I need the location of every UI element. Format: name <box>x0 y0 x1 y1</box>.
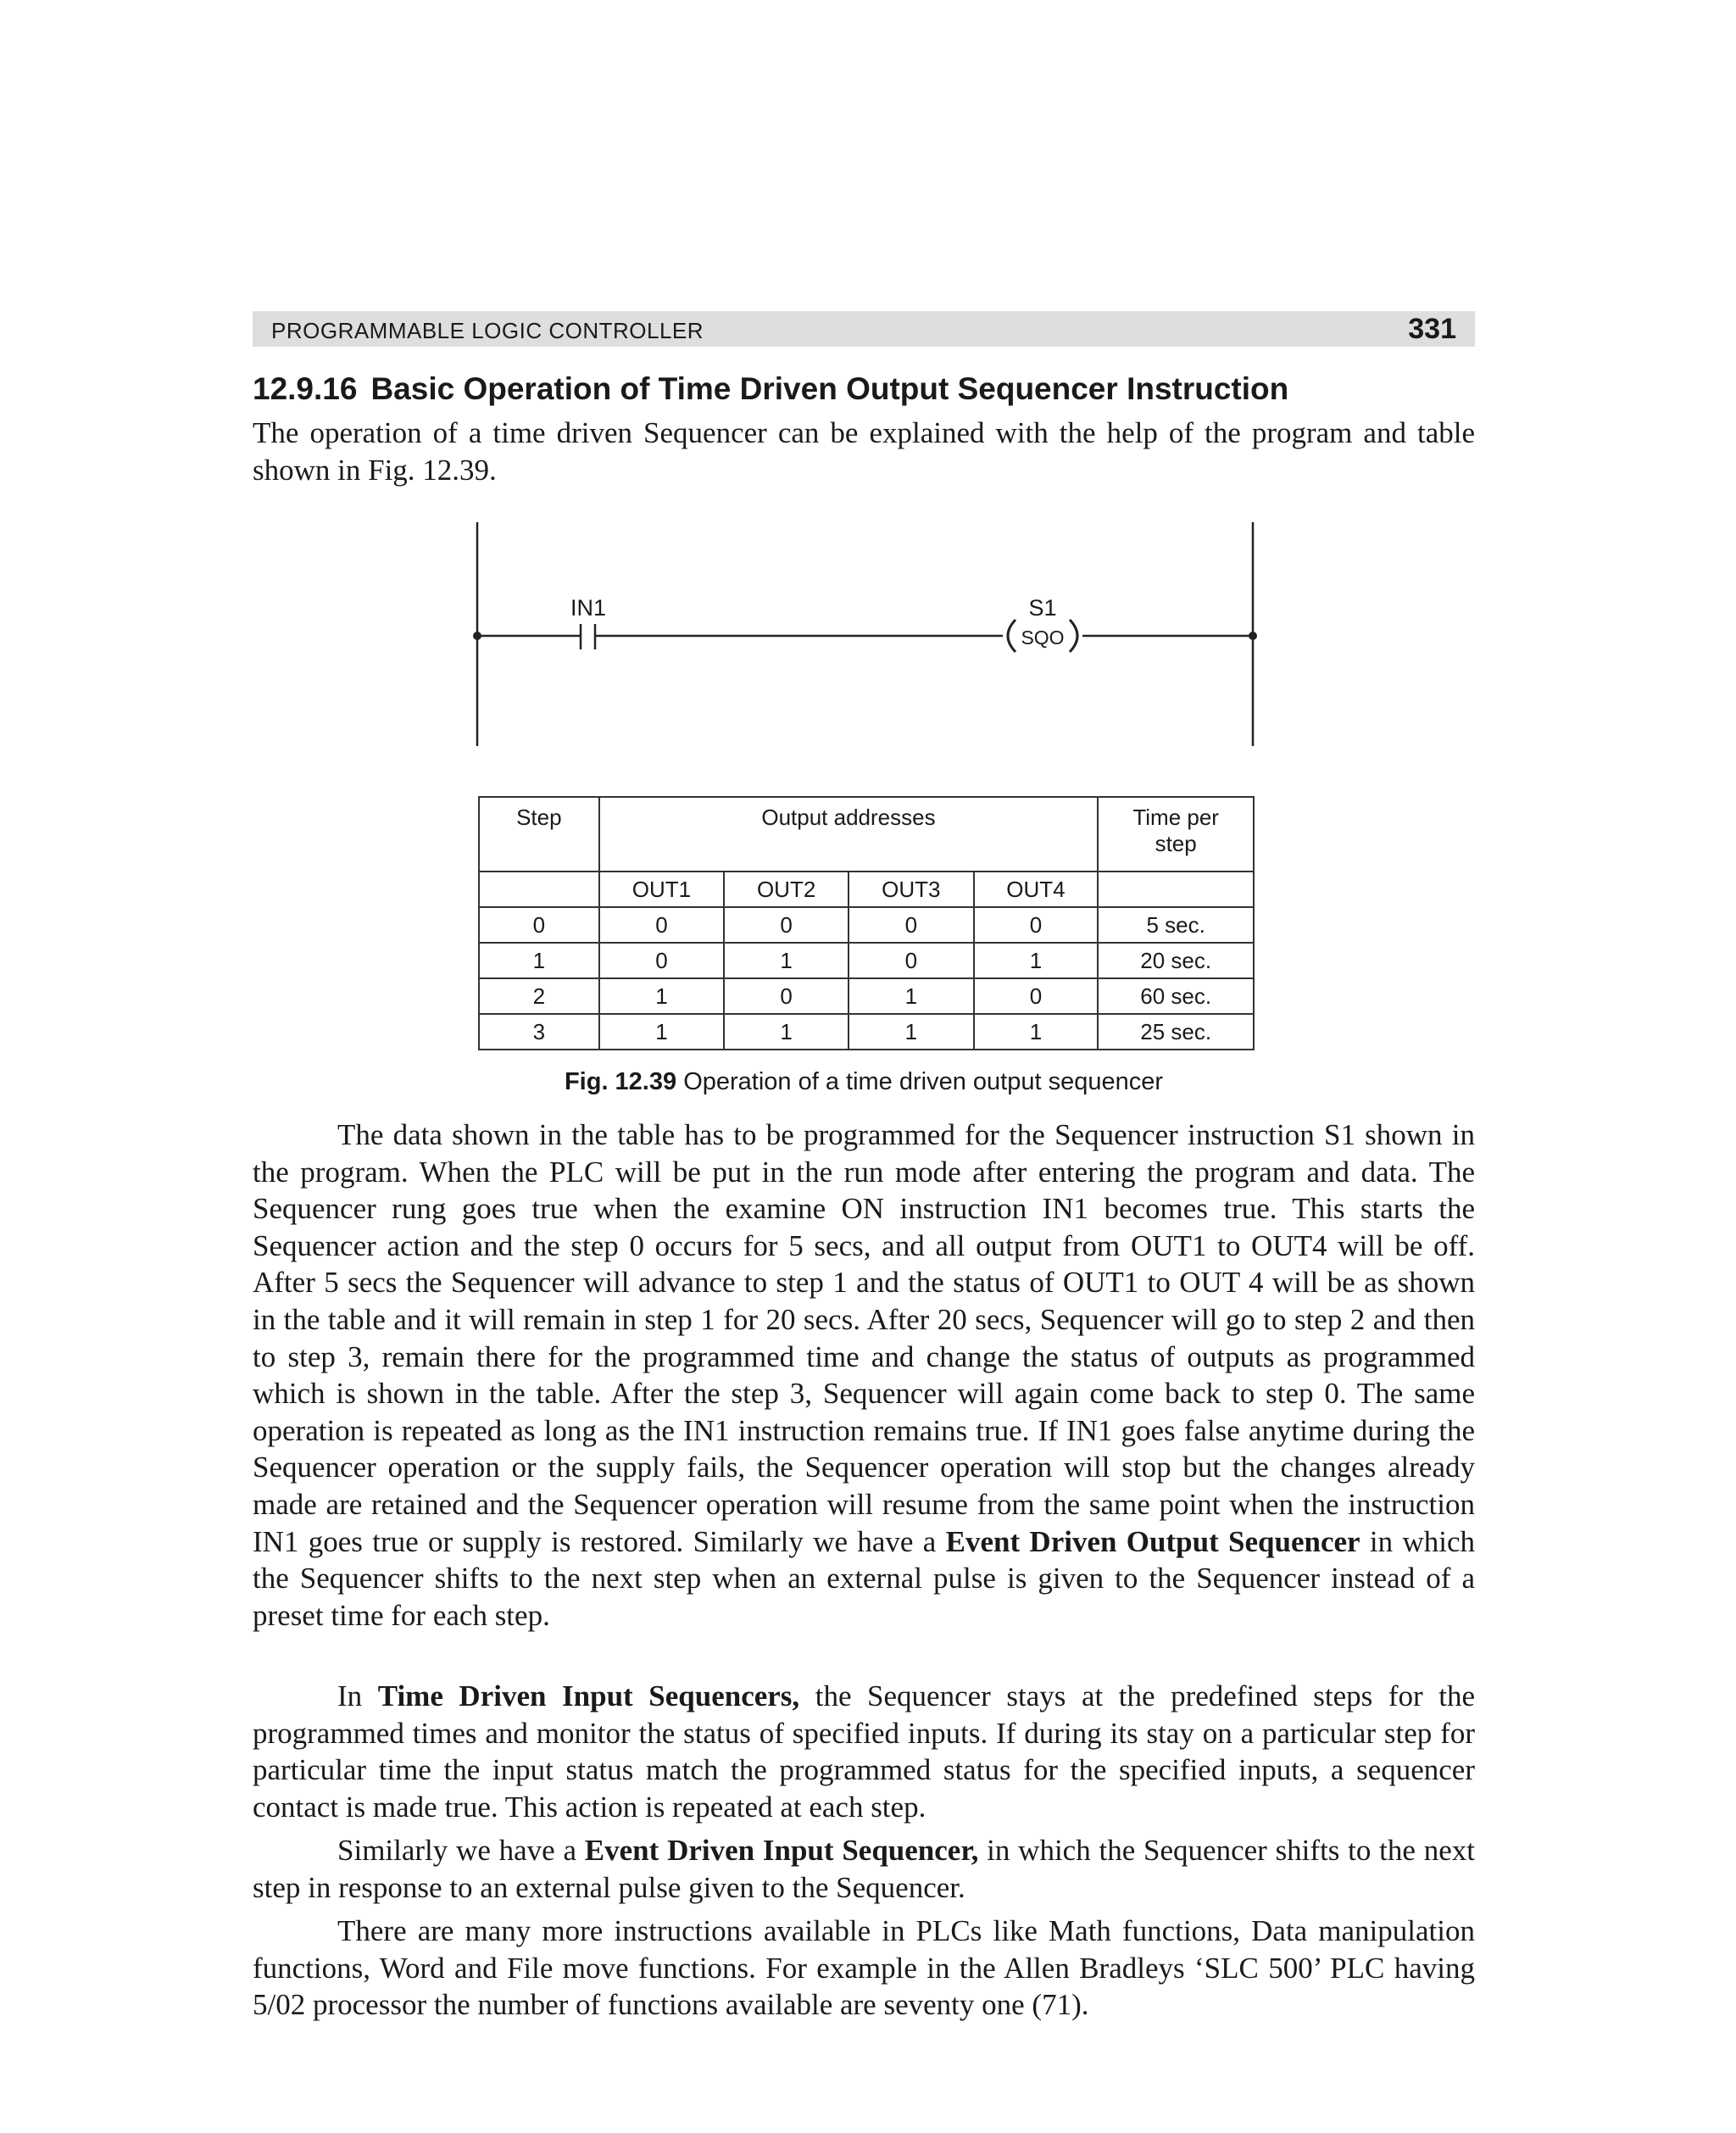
output-cell: 0 <box>724 978 849 1014</box>
running-title: PROGRAMMABLE LOGIC CONTROLLER <box>271 318 704 343</box>
table-row <box>479 907 1254 943</box>
bold-term: Time Driven Input Sequencers, <box>377 1679 800 1713</box>
output-cell: 1 <box>849 1014 974 1050</box>
output-cell: 0 <box>849 907 974 943</box>
output-label: OUT3 <box>849 872 974 907</box>
time-cell: 25 sec. <box>1098 1014 1254 1050</box>
section-title-text: Basic Operation of Time Driven Output Sequencer Instruction <box>370 371 1289 406</box>
body-paragraph-2 <box>253 1678 1475 1825</box>
output-cell: 1 <box>974 943 1099 978</box>
paragraph-text: The data shown in the table has to be programmed for the Sequencer instruction S1 shown in the program. When the PLC will be put in the run mode after entering the program and data. The Sequencer rung goes true when the examine ON instruction IN1 becomes true. This starts the Sequencer action and the step 0 occurs for 5 secs, and all output from OUT1 to OUT4 will be off. After 5 secs the Sequencer will advance to step 1 and the status of OUT1 to OUT 4 will be as shown in the table and it will remain in step 1 for 20 secs. After 20 secs, Sequencer will go to step 2 and then to step 3, remain there for the programmed time and change the status of outputs as programmed which is shown in the table. After the step 3, Sequencer will again come back to step 0. The same operation is repeated as long as the IN1 instruction remains true. If IN1 goes false anytime during the Sequencer operation or the supply fails, the Sequencer operation will stop but the changes already made are retained and the Sequencer operation will resume from the same point when the instruction IN1 goes true or supply is restored. Similarly we have a <box>253 1118 1475 1558</box>
output-label: OUT4 <box>974 872 1099 907</box>
output-cell: 1 <box>599 1014 725 1050</box>
body-paragraph-4: There are many more instructions available in PLCs like Math functions, Data manipulation functions, Word and File move functions. For example in the Allen Bradleys ‘SLC 500’ PLC having 5/02 processor the number of functions available are seventy one (71). <box>253 1914 1475 2022</box>
bold-term: Event Driven Input Sequencer, <box>584 1834 979 1867</box>
table-row <box>479 1014 1254 1050</box>
bold-term: Event Driven Output Sequencer <box>945 1524 1360 1558</box>
contact-label: IN1 <box>570 595 607 621</box>
intro-paragraph: The operation of a time driven Sequencer can be explained with the help of the program and table shown in Fig. 12.39. <box>253 416 1475 487</box>
output-cell: 0 <box>974 978 1099 1014</box>
paragraph-text: Similarly we have a <box>337 1834 585 1867</box>
header-step: Step <box>479 797 599 872</box>
sequencer-table <box>478 796 1255 1050</box>
paragraph-text: in which the Sequencer shifts to the next step in response to an external pulse given to the Sequencer. <box>253 1834 1475 1904</box>
body-paragraph-3 <box>253 1832 1475 1906</box>
figure-caption <box>253 1068 1475 1096</box>
page-number: 331 <box>1408 313 1456 345</box>
output-cell: 1 <box>724 1014 849 1050</box>
empty-cell <box>479 872 599 907</box>
coil-right-arc <box>1070 620 1077 652</box>
table-row <box>479 978 1254 1014</box>
step-cell: 3 <box>479 1014 599 1050</box>
output-cell: 1 <box>974 1014 1099 1050</box>
section-number: 12.9.16 <box>253 371 358 406</box>
time-cell: 20 sec. <box>1098 943 1254 978</box>
coil-instruction: SQO <box>1021 627 1065 649</box>
coil-left-arc <box>1008 620 1015 652</box>
output-cell: 1 <box>849 978 974 1014</box>
time-cell: 60 sec. <box>1098 978 1254 1014</box>
figure-label: Fig. 12.39 <box>564 1068 677 1095</box>
output-cell: 0 <box>724 907 849 943</box>
output-label: OUT1 <box>599 872 725 907</box>
paragraph-text: In <box>337 1679 378 1713</box>
header-output-addresses: Output addresses <box>599 797 1099 872</box>
output-label: OUT2 <box>724 872 849 907</box>
output-cell: 0 <box>849 943 974 978</box>
step-cell: 1 <box>479 943 599 978</box>
body-paragraph-1 <box>253 1117 1475 1634</box>
paragraph-text: the Sequencer stays at the predefined steps for the programmed times and monitor the status of specified inputs. If during its stay on a particular step for particular time the input status match the programmed status for the specified inputs, a sequencer contact is made true. This action is repeated at each step. <box>253 1679 1475 1824</box>
figure-caption-text: Operation of a time driven output sequencer <box>683 1068 1164 1095</box>
table-row <box>479 943 1254 978</box>
output-cell: 0 <box>599 943 725 978</box>
coil-label: S1 <box>1028 595 1057 621</box>
step-cell: 0 <box>479 907 599 943</box>
output-cell: 0 <box>974 907 1099 943</box>
paragraph-text: in which the Sequencer shifts to the next step when an external pulse is given to the Sequencer instead of a preset time for each step. <box>253 1524 1476 1632</box>
empty-cell <box>1098 872 1254 907</box>
output-cell: 1 <box>599 978 725 1014</box>
header-time-per-step: Time per step <box>1098 797 1254 872</box>
output-cell: 1 <box>724 943 849 978</box>
output-cell: 0 <box>599 907 725 943</box>
step-cell: 2 <box>479 978 599 1014</box>
time-cell: 5 sec. <box>1098 907 1254 943</box>
